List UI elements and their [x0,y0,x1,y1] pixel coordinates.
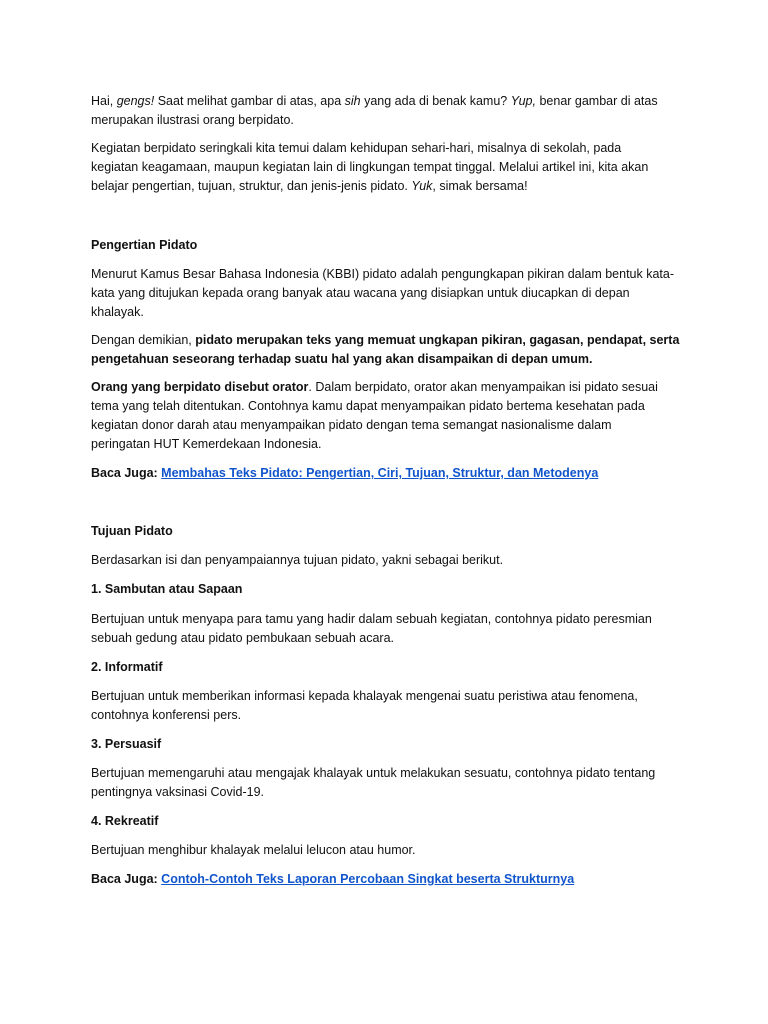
body-text: kegiatan donor darah atau menyampaikan pidato dengan tema semangat nasionalisme dalam [91,418,612,432]
intro-paragraph-1 [91,92,681,130]
read-also-link[interactable]: Contoh-Contoh Teks Laporan Percobaan Singkat beserta Strukturnya [161,872,575,886]
body-text: kata yang ditujukan kepada orang banyak atau wacana yang disiapkan untuk diucapkan di depan [91,286,630,300]
emphasis-text: pengetahuan seseorang terhadap suatu hal yang akan disampaikan di depan umum. [91,352,593,366]
item-body-4 [91,841,681,860]
intro-text: yang ada di benak kamu? [360,94,511,108]
item-title-4: 4. Rekreatif [91,814,159,828]
intro-text: Kegiatan berpidato seringkali kita temui dalam kehidupan sehari-hari, misalnya di sekolah, pada [91,141,622,155]
intro-text: Hai, [91,94,117,108]
item-title-2: 2. Informatif [91,660,163,674]
pengertian-paragraph-3 [91,378,681,454]
intro-text: benar gambar di atas [535,94,658,108]
body-text: Dengan demikian, [91,333,196,347]
body-text: Bertujuan memengaruhi atau mengajak khalayak untuk melakukan sesuatu, contohnya pidato tentang [91,766,656,780]
intro-text: Saat melihat gambar di atas, apa [154,94,345,108]
section-heading-pengertian: Pengertian Pidato [91,238,198,252]
emphasis-text: Orang yang berpidato disebut orator [91,380,309,394]
intro-text: belajar pengertian, tujuan, struktur, dan jenis-jenis pidato. [91,179,412,193]
read-also-1 [91,464,681,483]
read-also-label: Baca Juga: [91,466,162,480]
emphasis-text: pidato merupakan teks yang memuat ungkapan pikiran, gagasan, pendapat, serta [195,333,680,347]
body-text: Bertujuan menghibur khalayak melalui lelucon atau humor. [91,843,416,857]
intro-text: sih [344,94,361,108]
read-also-link[interactable]: Membahas Teks Pidato: Pengertian, Ciri, Tujuan, Struktur, dan Metodenya [161,466,599,480]
read-also-2 [91,870,681,889]
intro-text: gengs! [116,94,155,108]
read-also-label: Baca Juga: [91,872,162,886]
body-text: khalayak. [91,305,144,319]
body-text: peringatan HUT Kemerdekaan Indonesia. [91,437,322,451]
body-text: tema yang telah ditentukan. Contohnya kamu dapat menyampaikan pidato bertema kesehatan pada [91,399,645,413]
body-text: sebuah gedung atau pidato pembukaan sebuah acara. [91,631,395,645]
intro-text: , simak bersama! [432,179,528,193]
item-title-1: 1. Sambutan atau Sapaan [91,582,243,596]
item-title-3: 3. Persuasif [91,737,162,751]
body-text: Menurut Kamus Besar Bahasa Indonesia (KBBI) pidato adalah pengungkapan pikiran dalam bentuk kata- [91,267,675,281]
body-text: contohnya konferensi pers. [91,708,242,722]
intro-text: merupakan ilustrasi orang berpidato. [91,113,294,127]
body-text: . Dalam berpidato, orator akan menyampaikan isi pidato sesuai [308,380,658,394]
section-heading-tujuan: Tujuan Pidato [91,524,173,538]
item-body-3 [91,764,681,802]
pengertian-paragraph-1 [91,265,681,322]
pengertian-paragraph-2 [91,331,681,369]
body-text: Bertujuan untuk menyapa para tamu yang hadir dalam sebuah kegiatan, contohnya pidato peresmian [91,612,652,626]
intro-text: Yup, [510,94,536,108]
intro-text: kegiatan keagamaan, maupun kegiatan lain di lingkungan tempat tinggal. Melalui artikel ini, kita akan [91,160,649,174]
item-body-1 [91,610,681,648]
body-text: Bertujuan untuk memberikan informasi kepada khalayak mengenai suatu peristiwa atau fenomena, [91,689,638,703]
intro-text: Yuk [411,179,433,193]
intro-paragraph-2 [91,139,681,196]
item-body-2 [91,687,681,725]
body-text: pentingnya vaksinasi Covid-19. [91,785,265,799]
tujuan-intro: Berdasarkan isi dan penyampaiannya tujuan pidato, yakni sebagai berikut. [91,553,504,567]
